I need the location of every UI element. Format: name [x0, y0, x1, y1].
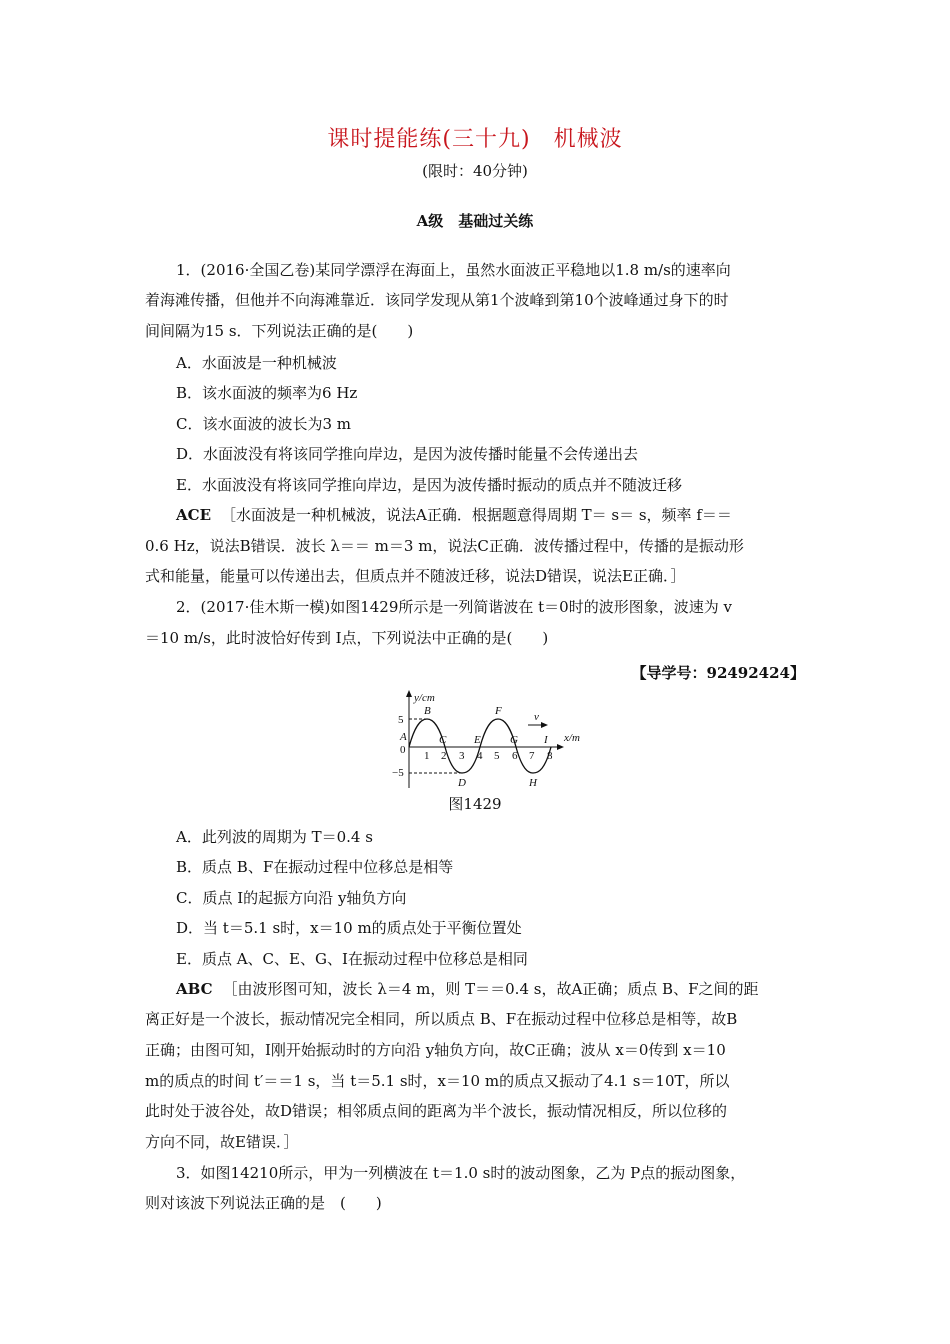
section-heading: A级 基础过关练	[416, 212, 534, 230]
wave-figure	[392, 688, 592, 796]
y-axis-label: y/cm	[414, 692, 435, 704]
q1-answer-line-1	[176, 505, 732, 525]
q2-stem-line-1: 2．(2017·佳木斯一模)如图1429所示是一列简谐波在 t＝0时的波形图象，波速为 v	[176, 598, 732, 616]
q2-answer-line-6: 方向不同，故E错误．］	[145, 1133, 299, 1151]
point-I: I	[544, 734, 548, 746]
q2-answer-line-2: 离正好是一个波长，振动情况完全相同，所以质点 B、F在振动过程中位移总是相等，故B	[145, 1010, 738, 1028]
x-tick-5: 5	[494, 750, 500, 762]
q1-option-b: B．该水面波的频率为6 Hz	[176, 384, 358, 402]
q3-stem-line-1: 3．如图14210所示，甲为一列横波在 t＝1.0 s时的波动图象，乙为 P点的振动图象，	[176, 1164, 746, 1182]
figure-caption: 图1429	[448, 795, 502, 813]
q1-answer-line-2: 0.6 Hz，说法B错误．波长 λ＝＝ m＝3 m，说法C正确．波传播过程中，传播的是振动形	[145, 537, 744, 555]
q1-answer-line-3: 式和能量，能量可以传递出去，但质点并不随波迁移，说法D错误，说法E正确．］	[145, 567, 686, 585]
y-axis-arrow	[406, 690, 412, 697]
q3-stem-line-2: 则对该波下列说法正确的是 ( )	[145, 1194, 382, 1212]
x-tick-6: 6	[512, 750, 518, 762]
q2-option-a: A．此列波的周期为 T＝0.4 s	[176, 828, 373, 846]
x-axis-label: x/m	[564, 732, 580, 744]
point-D: D	[458, 777, 466, 789]
point-E: E	[474, 734, 481, 746]
x-tick-8: 8	[547, 750, 553, 762]
x-tick-1: 1	[424, 750, 430, 762]
q1-option-e: E．水面波没有将该同学推向岸边，是因为波传播时振动的质点并不随波迁移	[176, 476, 682, 494]
q2-answer-key: ABC	[176, 980, 213, 998]
q1-option-a: A．水面波是一种机械波	[176, 354, 337, 372]
q2-answer-line-4: m的质点的时间 t′＝＝1 s，当 t＝5.1 s时，x＝10 m的质点又振动了4.1 s＝10T，所以	[145, 1072, 730, 1090]
y-tick-neg5: −5	[392, 767, 404, 779]
time-limit: (限时：40分钟)	[422, 162, 528, 180]
q1-stem-line-2: 着海滩传播，但他并不向海滩靠近．该同学发现从第1个波峰到第10个波峰通过身下的时	[145, 291, 729, 309]
q2-stem-line-2: ＝10 m/s，此时波恰好传到 I点，下列说法中正确的是( )	[145, 629, 549, 647]
q2-answer-line-5: 此时处于波谷处，故D错误；相邻质点间的距离为半个波长，振动情况相反，所以位移的	[145, 1102, 728, 1120]
point-A: A	[400, 731, 407, 743]
q1-option-d: D．水面波没有将该同学推向岸边，是因为波传播时能量不会传递出去	[176, 445, 639, 463]
page-title: 课时提能练(三十九) 机械波	[327, 127, 623, 152]
q2-option-b: B．质点 B、F在振动过程中位移总是相等	[176, 858, 454, 876]
x-axis-arrow	[557, 744, 564, 750]
q2-reference-number: 【导学号：92492424】	[631, 664, 805, 682]
q2-answer-line-3: 正确；由图可知，I刚开始振动时的方向沿 y轴负方向，故C正确；波从 x＝0传到 x＝10	[145, 1041, 726, 1059]
q2-option-e: E．质点 A、C、E、G、I在振动过程中位移总是相同	[176, 950, 528, 968]
q1-stem-line-1: 1．(2016·全国乙卷)某同学漂浮在海面上，虽然水面波正平稳地以1.8 m/s的速率向	[176, 261, 731, 279]
x-tick-7: 7	[529, 750, 535, 762]
velocity-arrowhead	[541, 722, 548, 728]
point-F: F	[495, 705, 502, 717]
velocity-label: v	[534, 711, 539, 723]
q2-option-c: C．质点 I的起振方向沿 y轴负方向	[176, 889, 407, 907]
q1-option-c: C．该水面波的波长为3 m	[176, 415, 352, 433]
q1-answer-text-1: ［水面波是一种机械波，说法A正确．根据题意得周期 T＝ s＝ s，频率 f＝＝	[221, 506, 732, 524]
point-B: B	[424, 705, 431, 717]
y-tick-5: 5	[398, 714, 404, 726]
x-tick-3: 3	[459, 750, 465, 762]
wave-curve	[409, 719, 551, 773]
q1-answer-key: ACE	[176, 506, 212, 524]
q2-answer-line-1	[176, 979, 759, 999]
point-H: H	[529, 777, 537, 789]
x-tick-2: 2	[441, 750, 447, 762]
origin-label: 0	[400, 744, 406, 756]
point-G: G	[510, 734, 518, 746]
q2-option-d: D．当 t＝5.1 s时，x＝10 m的质点处于平衡位置处	[176, 919, 522, 937]
q2-answer-text-1: ［由波形图可知，波长 λ＝4 m，则 T＝＝0.4 s，故A正确；质点 B、F之间的距	[222, 980, 759, 998]
x-tick-4: 4	[477, 750, 483, 762]
q1-stem-line-3: 间间隔为15 s．下列说法正确的是( )	[145, 322, 414, 340]
point-C: C	[439, 734, 447, 746]
